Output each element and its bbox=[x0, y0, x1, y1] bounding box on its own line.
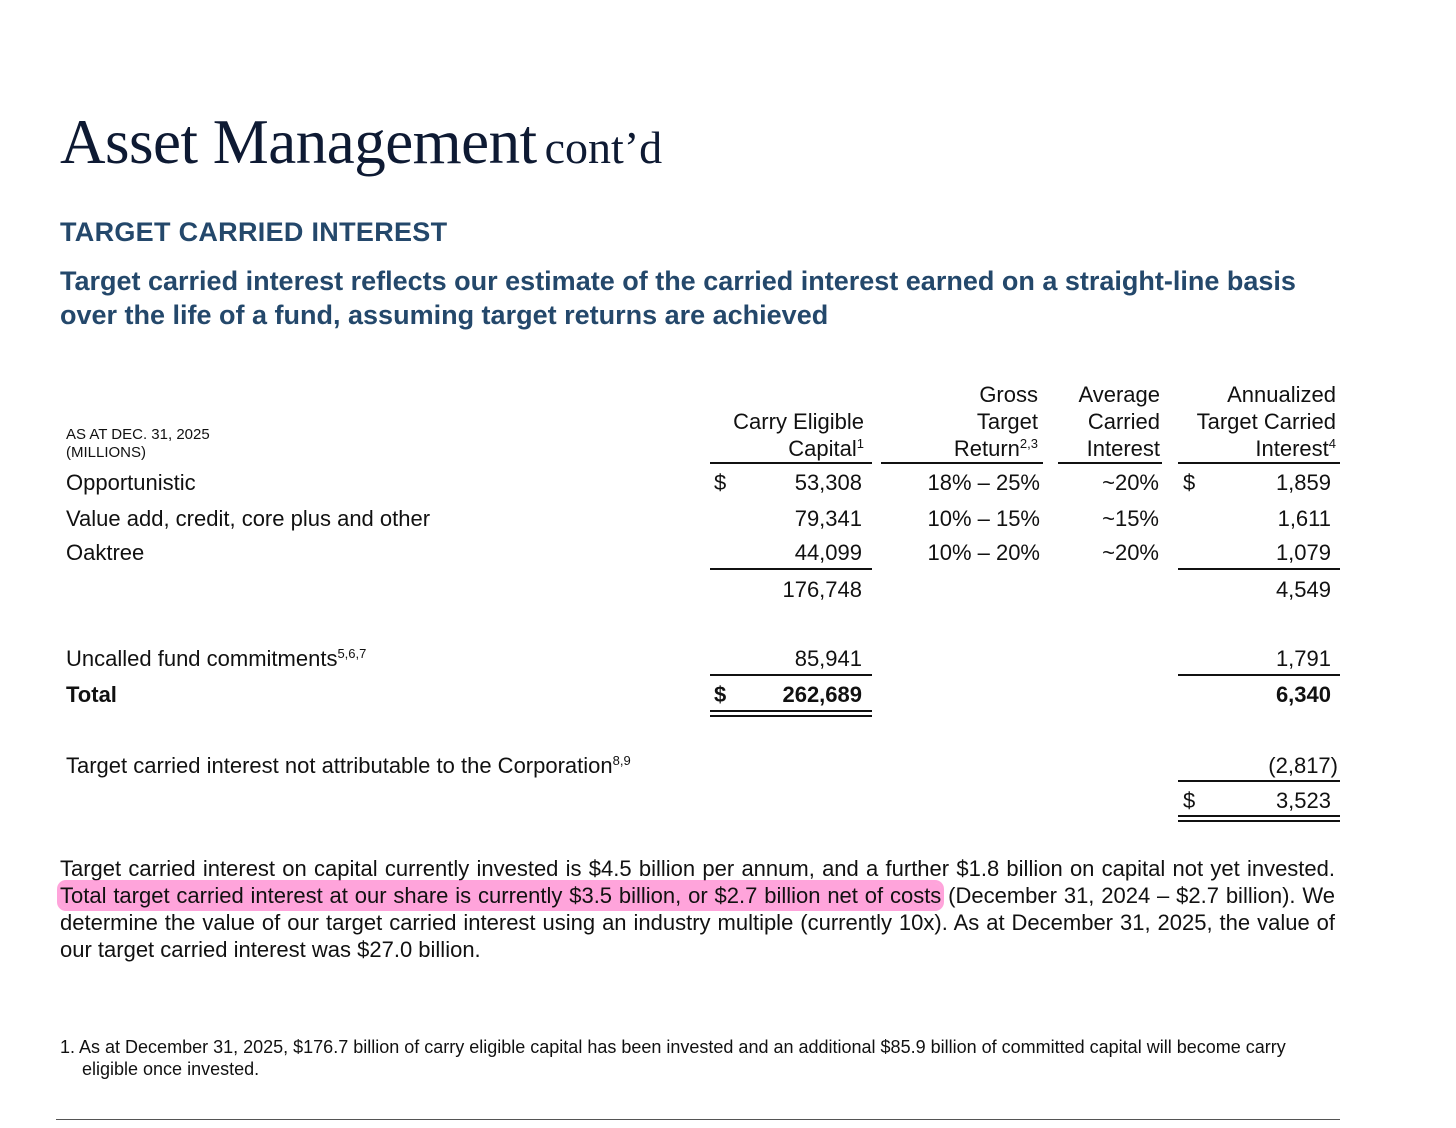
row-average-carried: ~20% bbox=[1102, 540, 1159, 565]
header-gross-line2: Target bbox=[976, 409, 1038, 434]
row-annualized: 1,859 bbox=[1275, 470, 1331, 495]
subtotal-rule-annualized bbox=[1178, 568, 1340, 570]
table-date-label bbox=[66, 426, 210, 462]
header-rule-average bbox=[1058, 462, 1162, 464]
row-gross-return: 10% – 15% bbox=[927, 506, 1040, 531]
footnote-ref: 8,9 bbox=[612, 753, 631, 768]
header-average-carried-interest bbox=[1050, 381, 1160, 462]
page-title bbox=[60, 106, 662, 179]
header-rule-annualized bbox=[1178, 462, 1340, 464]
row-gross-return: 18% – 25% bbox=[927, 470, 1040, 495]
currency-symbol: $ bbox=[1183, 470, 1196, 495]
highlighted-text: Total target carried interest at our share is currently $3.5 billion, or $2.7 billion net of costs bbox=[60, 883, 942, 908]
subtotal-capital: 176,748 bbox=[782, 577, 862, 602]
not-attributable-annualized: (2,817) bbox=[1268, 753, 1338, 778]
net-annualized: 3,523 bbox=[1275, 788, 1331, 813]
net-double-rule bbox=[1178, 815, 1340, 822]
uncalled-annualized: 1,791 bbox=[1275, 646, 1331, 671]
header-average-line1: Average bbox=[1078, 382, 1160, 407]
header-average-line2: Carried bbox=[1087, 409, 1160, 434]
header-gross-target-return bbox=[880, 381, 1038, 462]
note-text: (December 31, 2024 – $2.7 billion). We determine the value of our target carried interest using an industry multiple (currently 10x). As at December 31, 2025, the value of our target carried interest was $27.0 billion. bbox=[60, 883, 1335, 962]
header-carry-eligible-capital bbox=[700, 408, 864, 462]
note-text: Target carried interest on capital currently invested is $4.5 billion per annum, and a further $1.8 billion on capital not yet invested. bbox=[60, 856, 1335, 881]
header-annualized-line3: Interest$^4$ bbox=[1255, 436, 1336, 461]
footnote-ref: 5,6,7 bbox=[337, 646, 367, 661]
table-row bbox=[0, 470, 1456, 498]
footnote-ref: 1 bbox=[856, 436, 864, 451]
header-gross-line3: Return$^{2,3}$ bbox=[953, 436, 1038, 461]
total-double-rule bbox=[710, 710, 872, 717]
footnote-ref: 4 bbox=[1328, 436, 1336, 451]
total-rule-annualized bbox=[1178, 674, 1340, 676]
row-label: Value add, credit, core plus and other bbox=[66, 506, 431, 531]
total-capital: 262,689 bbox=[782, 682, 862, 707]
page-title-suffix: cont’d bbox=[544, 122, 663, 173]
subtotal-annualized: 4,549 bbox=[1275, 577, 1331, 602]
row-gross-return: 10% – 20% bbox=[927, 540, 1040, 565]
currency-symbol: $ bbox=[714, 470, 727, 495]
header-annualized-line2: Target Carried bbox=[1196, 409, 1336, 434]
total-rule-capital bbox=[710, 674, 872, 676]
footnote-text: As at December 31, 2025, $176.7 billion of carry eligible capital has been invested and an additional $85.9 billion of committed capital will become carry eligible once invested. bbox=[79, 1037, 1286, 1079]
row-capital: 53,308 bbox=[794, 470, 862, 495]
currency-symbol: $ bbox=[714, 682, 727, 707]
units-label: (MILLIONS) bbox=[66, 444, 147, 461]
row-capital: 79,341 bbox=[794, 506, 862, 531]
header-capital-line2: Capital$^1$ bbox=[788, 436, 864, 461]
page-title-main: Asset Management bbox=[60, 107, 537, 177]
row-label: Opportunistic bbox=[66, 470, 196, 495]
header-annualized-line1: Annualized bbox=[1227, 382, 1336, 407]
footnote bbox=[60, 1036, 1342, 1080]
row-annualized: 1,079 bbox=[1275, 540, 1331, 565]
subtotal-rule-capital bbox=[710, 568, 872, 570]
row-label: Oaktree bbox=[66, 540, 145, 565]
lead-paragraph: Target carried interest reflects our estimate of the carried interest earned on a straight-line basis over the life of a fund, assuming target returns are achieved bbox=[60, 266, 1296, 330]
footnote-ref: 2,3 bbox=[1019, 436, 1038, 451]
row-capital: 44,099 bbox=[794, 540, 862, 565]
bottom-divider bbox=[56, 1119, 1340, 1120]
uncalled-label: Uncalled fund commitments$^{5,6,7}$ bbox=[66, 646, 367, 671]
table-row bbox=[0, 506, 1456, 534]
not-attributable-label: Target carried interest not attributable to the Corporation$^{8,9}$ bbox=[66, 753, 631, 778]
section-heading: TARGET CARRIED INTEREST bbox=[60, 217, 448, 247]
total-annualized: 6,340 bbox=[1275, 682, 1331, 707]
footnote-number: 1. bbox=[60, 1037, 76, 1057]
row-annualized: 1,611 bbox=[1277, 506, 1331, 531]
header-rule-capital bbox=[710, 462, 872, 464]
uncalled-capital: 85,941 bbox=[794, 646, 862, 671]
row-average-carried: ~20% bbox=[1102, 470, 1159, 495]
total-label: Total bbox=[66, 682, 117, 707]
header-average-line3: Interest bbox=[1086, 436, 1160, 461]
note-paragraph bbox=[60, 855, 1335, 963]
header-rule-gross bbox=[881, 462, 1043, 464]
net-rule bbox=[1178, 780, 1340, 782]
row-average-carried: ~15% bbox=[1102, 506, 1159, 531]
header-annualized-target-carried-interest bbox=[1176, 381, 1336, 462]
header-capital-line1: Carry Eligible bbox=[733, 409, 864, 434]
table-row bbox=[0, 540, 1456, 568]
header-gross-line1: Gross bbox=[979, 382, 1038, 407]
currency-symbol: $ bbox=[1183, 788, 1196, 813]
as-at-date: AS AT DEC. 31, 2025 bbox=[66, 426, 210, 443]
